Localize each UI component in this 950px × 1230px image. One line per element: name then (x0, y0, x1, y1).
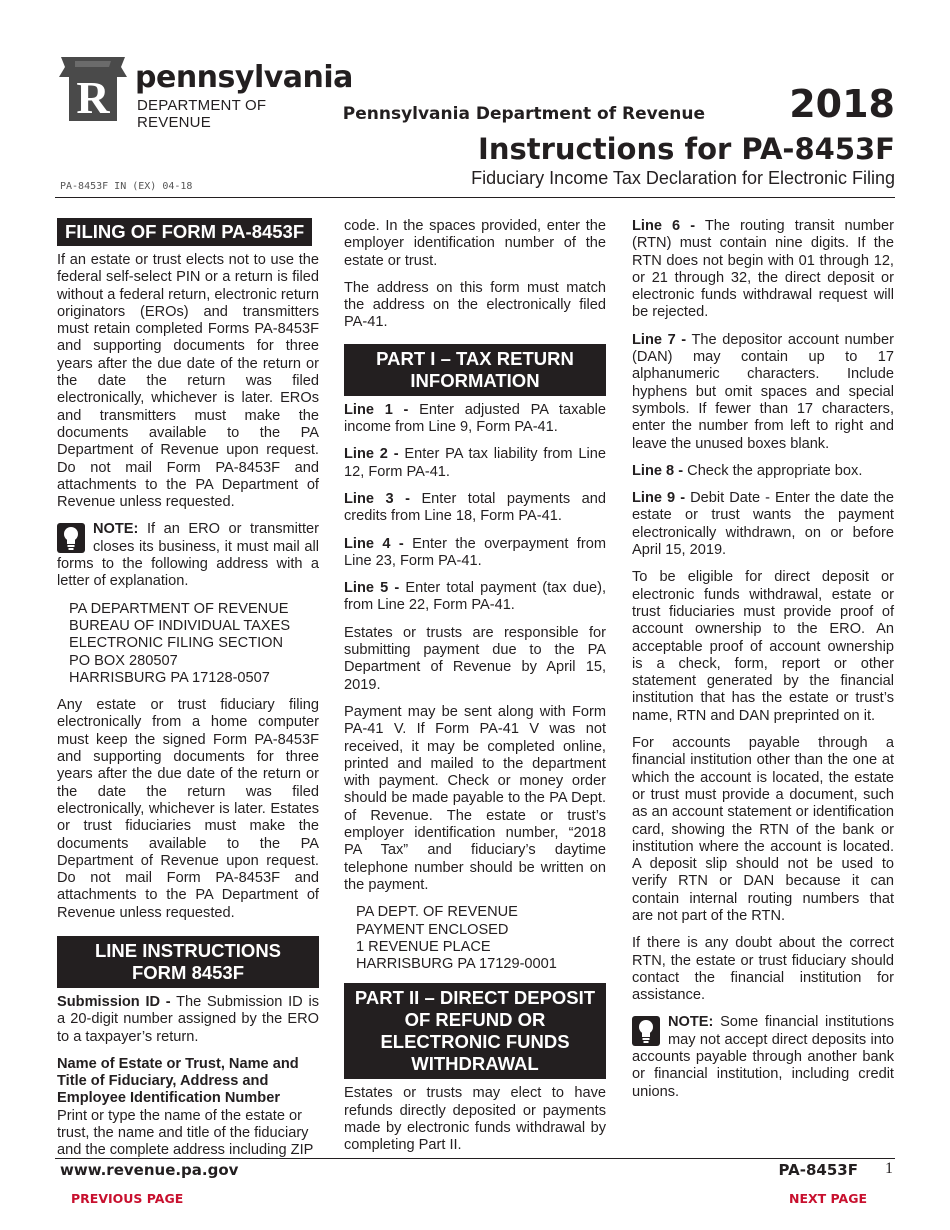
logo-letter: R (76, 72, 110, 123)
accounts-text: For accounts payable through a financial institution other than the one at which the account is located, the estate or trust must provide a document, such as an account statement or identification card, showing the RTN of the bank or institution where the account is located. A deposit slip should not be used to verify RTN or DAN because it can contain internal routing numbers that are not part of the RTN. (632, 735, 894, 924)
line-text: Debit Date - Enter the date the estate or trust wants the payment electronically withdrawn, on or before April 15, 2019. (632, 490, 895, 559)
submission-label: Submission ID - (57, 993, 171, 1010)
line-label: Line 6 - (632, 218, 696, 234)
part-1-banner (344, 344, 606, 396)
line-text: Enter adjusted PA taxable income from Line 9, Form PA-41. (344, 401, 606, 436)
note-financial (632, 1014, 894, 1100)
banner-line: FORM 8453F (131, 961, 245, 983)
column-1 (57, 218, 319, 1170)
line-6-instruction (632, 218, 894, 322)
header-department: Pennsylvania Department of Revenue (342, 104, 705, 124)
note-label: NOTE: (93, 521, 139, 538)
address-line: PAYMENT ENCLOSED (356, 921, 509, 938)
banner-line: INFORMATION (410, 369, 540, 391)
page-subtitle: Fiduciary Income Tax Declaration for Electronic Filing (471, 168, 895, 188)
submission-text: The Submission ID is a 20-digit number assigned by the ERO to a taxpayer’s return. (57, 993, 319, 1045)
header-divider (55, 197, 895, 198)
line-7-instruction (632, 332, 894, 453)
form-code: PA-8453F IN (EX) 04-18 (60, 181, 193, 192)
responsible-text: Estates or trusts are responsible for submitting payment due to the PA Department of Revenue by April 15, 2019. (344, 624, 606, 693)
address-line: PA DEPT. OF REVENUE (356, 904, 518, 921)
note-text: Some financial institutions may not accept direct deposits into accounts payable through another bank or financial institution, including credit unions. (632, 1014, 894, 1100)
continued-text: code. In the spaces provided, enter the employer identification number of the estate or trust. (344, 218, 606, 269)
line-text: The routing transit number (RTN) must contain nine digits. If the RTN does not begin with 01 through 12, or 21 through 32, the direct deposit or electronic funds withdrawal request will be rejected. (632, 218, 894, 321)
part-2-text: Estates or trusts may elect to have refunds directly deposited or payments made by electronic funds withdrawal by completing Part II. (344, 1085, 606, 1154)
header-year: 2018 (789, 82, 895, 126)
address-line: 1 REVENUE PLACE (356, 938, 491, 955)
footer-divider (55, 1158, 895, 1159)
note-label: NOTE: (668, 1014, 714, 1031)
previous-page-link[interactable]: PREVIOUS PAGE (71, 1191, 184, 1206)
ero-mailing-address (57, 601, 319, 687)
footer-form-name: PA-8453F (778, 1161, 858, 1179)
footer-website: www.revenue.pa.gov (60, 1161, 239, 1179)
filing-text: If an estate or trust elects not to use the federal self-select PIN or a return is filed without a federal return, electronic return originators (EROs) and transmitters must retain completed Forms PA-8453F and supporting documents for three years after the due date of the return or the date the return was filed electronically, whichever is later. EROs and transmitters must make the documents available to the PA Department of Revenue upon request. Do not mail Form PA-8453F and attachments to the PA Department of Revenue unless requested. (57, 252, 320, 511)
address-line: PO BOX 280507 (69, 652, 178, 669)
address-line: HARRISBURG PA 17129-0001 (356, 956, 557, 973)
line-text: Enter total payment (tax due), from Line 22, Form PA-41. (344, 580, 606, 614)
line-8-instruction (632, 463, 894, 480)
line-label: Line 9 - (632, 490, 686, 507)
pa-revenue-logo (57, 55, 353, 131)
banner-line: LINE INSTRUCTIONS (94, 939, 282, 961)
line-9-instruction (632, 490, 894, 559)
line-5-instruction (344, 580, 606, 615)
address-match-text: The address on this form must match the address on the electronically filed PA-41. (344, 279, 606, 331)
note-ero (57, 521, 319, 590)
filing-banner: FILING OF FORM PA-8453F (57, 218, 312, 246)
page-title: Instructions for PA-8453F (478, 132, 895, 166)
home-filing-text: Any estate or trust fiduciary filing electronically from a home computer must keep the signed Form PA-8453F and supporting documents for three years after the due date of the return or the date the return was filed electronically, whichever is later. Estates or trust fiduciaries must make the documents available to the PA Department of Revenue upon request. Do not mail Form PA-8453F and attachments to the PA Department of Revenue unless requested. (57, 697, 319, 921)
line-label: Line 8 - (632, 462, 684, 479)
payment-text: Payment may be sent along with Form PA-41 V. If Form PA-41 V was not received, it may be completed online, printed and mailed to the department with payment. Check or money order should be made payable to the PA Dept. of Revenue. The estate or trust’s employer identification number, “2018 PA Tax” and fiduciary’s daytime telephone number should be written on the payment. (344, 703, 606, 893)
name-heading: Name of Estate or Trust, Name and Title of Fiduciary, Address and Employee Identification Number (57, 1055, 299, 1107)
address-line: HARRISBURG PA 17128-0507 (69, 669, 270, 686)
line-2-instruction (344, 446, 606, 481)
address-line: PA DEPARTMENT OF REVENUE (69, 600, 289, 617)
line-label: Line 5 - (344, 580, 400, 597)
line-text: Enter the overpayment from Line 23, Form PA-41. (344, 535, 606, 569)
name-text: Print or type the name of the estate or trust, the name and title of the fiduciary and the complete address including ZIP (57, 1107, 314, 1159)
banner-line: OF REFUND OR (404, 1009, 546, 1031)
next-page-link[interactable]: NEXT PAGE (788, 1191, 867, 1206)
line-label: Line 3 - (344, 490, 410, 507)
submission-id-instruction (57, 994, 319, 1046)
banner-line: PART I – TAX RETURN (376, 347, 574, 369)
lightbulb-icon (57, 523, 85, 553)
line-3-instruction (344, 491, 606, 526)
page-number: 1 (885, 1160, 893, 1177)
line-text: Enter total payments and credits from Line 18, Form PA-41. (344, 490, 606, 525)
logo-dept-name: DEPARTMENT OF REVENUE (137, 97, 267, 131)
note-text: If an ERO or transmitter closes its business, it must mail all forms to the following address with a letter of explanation. (57, 521, 319, 590)
banner-line: ELECTRONIC FUNDS (380, 1031, 570, 1053)
line-1-instruction (344, 402, 606, 437)
line-text: Check the appropriate box. (683, 462, 863, 479)
address-line: BUREAU OF INDIVIDUAL TAXES (69, 617, 291, 634)
eligibility-text: To be eligible for direct deposit or electronic funds withdrawal, estate or trust fiduciaries must provide proof of account ownership to the ERO. An acceptable proof of account ownership is a check, form, report or other statement generated by the financial institution that has the estate or trust’s name, RTN and DAN preprinted on it. (632, 569, 894, 724)
line-label: Line 7 - (632, 331, 687, 348)
line-text: The depositor account number (DAN) may contain up to 17 alphanumeric characters. Include hyphens but omit spaces and special symbols. If fewer than 17 characters, enter the number from left to right and leave the unused boxes blank. (632, 331, 895, 452)
line-label: Line 2 - (344, 446, 399, 463)
line-text: Enter PA tax liability from Line 12, Form PA-41. (344, 446, 606, 480)
payment-mailing-address (344, 904, 606, 973)
line-instructions-banner (57, 936, 319, 988)
banner-line: WITHDRAWAL (411, 1053, 539, 1075)
line-4-instruction (344, 536, 606, 571)
line-label: Line 1 - (344, 401, 409, 418)
keystone-logo-icon (57, 55, 129, 123)
part-2-banner (344, 983, 606, 1079)
column-3 (632, 218, 894, 1111)
line-label: Line 4 - (344, 535, 404, 552)
banner-line: PART II – DIRECT DEPOSIT (354, 987, 596, 1009)
logo-state-name: pennsylvania (135, 60, 353, 95)
doubt-text: If there is any doubt about the correct RTN, the estate or trust fiduciary should contact the financial institution for assistance. (632, 935, 894, 1004)
address-line: ELECTRONIC FILING SECTION (69, 635, 284, 652)
lightbulb-icon (632, 1016, 660, 1046)
column-2 (344, 218, 606, 1165)
